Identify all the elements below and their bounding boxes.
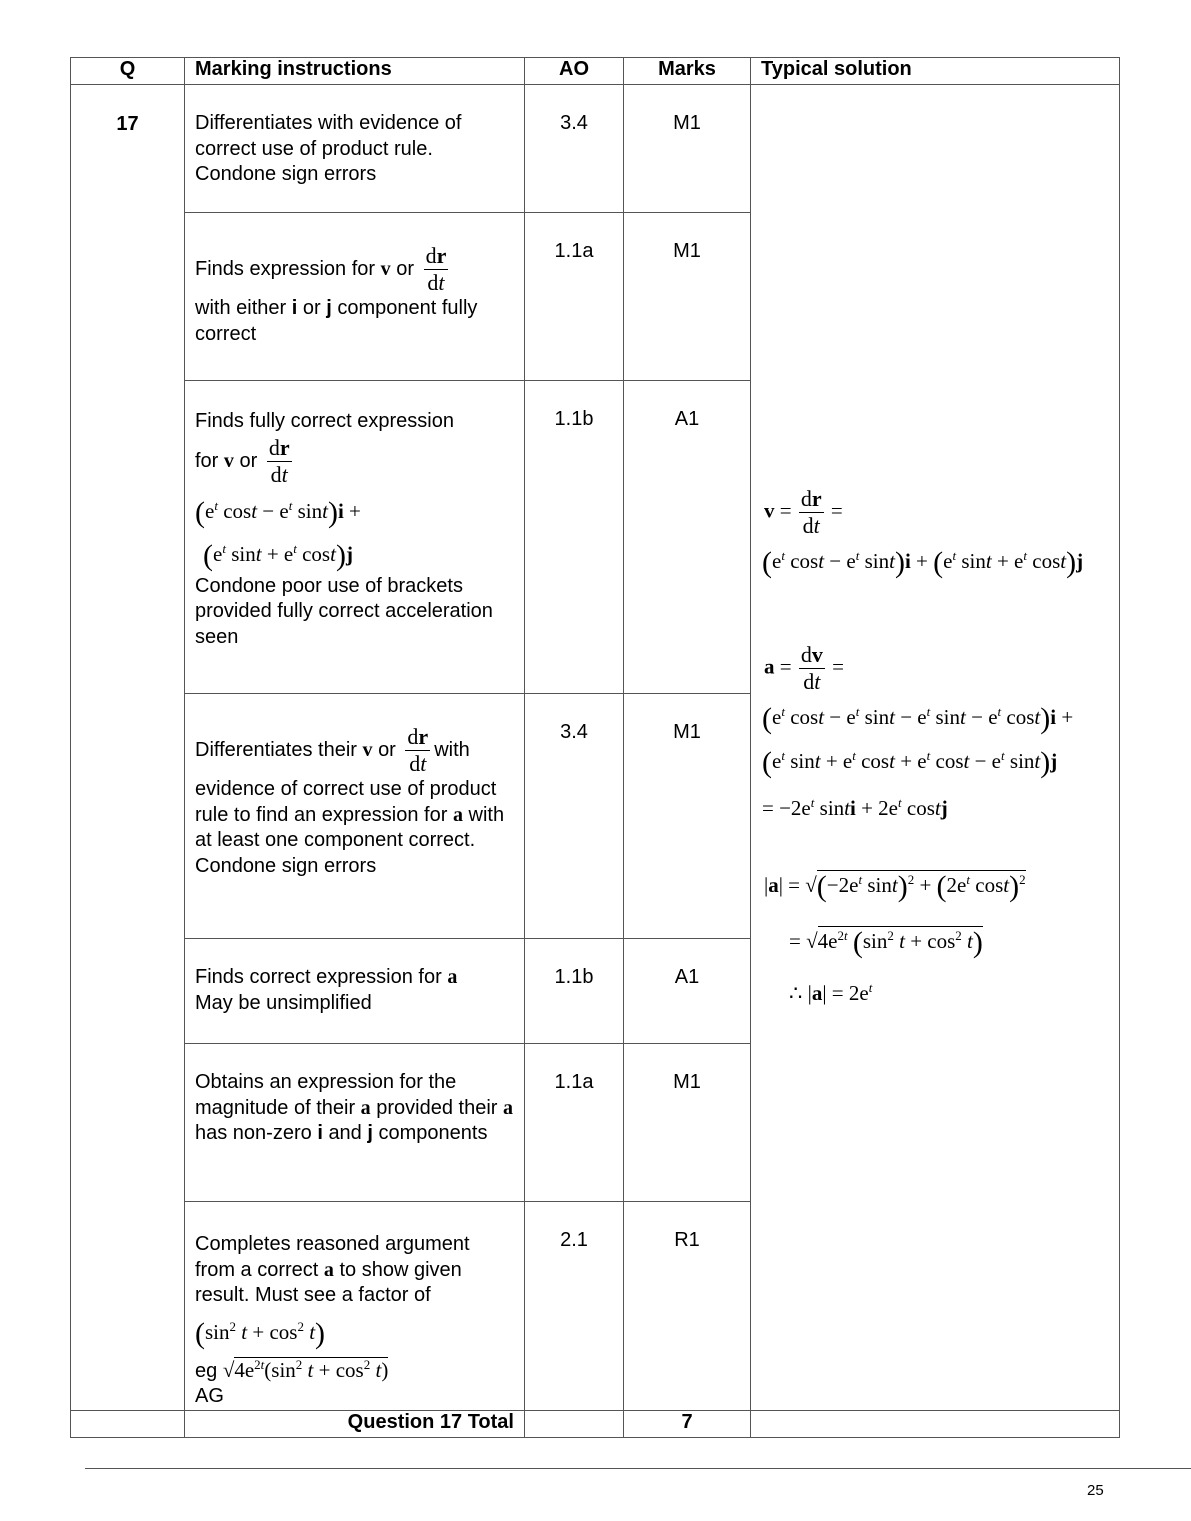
solution-v-expression: ($e^t$ $\cos t - e^t$ $\sin t)i + (e^t$ $\sin t + e^t$ cost)j	[762, 546, 1084, 579]
solution-a-definition: a = $\frac{dv}{dt}$ =	[764, 642, 844, 694]
ao-cell	[525, 1044, 624, 1202]
solution-a-j-component: ($e^t$ $\sin t + e^t$ $\cos t + e^t$ $\cos t - e^t$ sint)j	[762, 746, 1058, 779]
velocity-j-component: ($e^t$ $\sin t + e^t$ cost)j	[203, 538, 353, 572]
fraction-dr-dt: $\frac{dr}{dt}$	[407, 724, 429, 776]
marks-cell	[624, 939, 751, 1044]
mark-value: A1	[674, 966, 700, 988]
fraction-dr-dt: $\frac{dr}{dt}$	[425, 243, 447, 295]
mark-value: M1	[673, 112, 701, 134]
footer-divider	[85, 1468, 1191, 1469]
ao-value: 1.1a	[554, 1071, 594, 1093]
marks-cell	[624, 213, 751, 381]
header-row	[71, 58, 1120, 85]
ao-cell	[525, 1202, 624, 1411]
question-number: 17	[116, 113, 139, 135]
ao-value: 1.1b	[554, 966, 594, 988]
ao-value: 3.4	[560, 112, 588, 134]
total-label: Question 17 Total	[185, 1411, 525, 1438]
header-ao: AO	[525, 58, 624, 85]
ao-cell	[525, 939, 624, 1044]
marking-text: Obtains an expression for the magnitude of their a provided their a has non-zero i and j components	[195, 1071, 513, 1144]
factor-expression: ($\sin^2$ $t + \cos^2 t$)	[195, 1316, 326, 1350]
velocity-i-component: ($e^t$ $\cos t - e^t$ sint)i +	[195, 495, 361, 529]
marking-cell	[185, 1202, 525, 1411]
ao-cell	[525, 85, 624, 213]
marking-cell	[185, 694, 525, 939]
mark-value: R1	[674, 1229, 700, 1251]
marks-cell	[624, 85, 751, 213]
marking-text: Differentiates their v or $\frac{dr}{dt}$ with evidence of correct use of product rule to find an expression for a with at least one component correct. Condone sign errors	[195, 724, 505, 877]
marking-text: Differentiates with evidence of correct use of product rule. Condone sign errors	[195, 112, 462, 185]
mark-value: M1	[673, 1071, 701, 1093]
header-marks: Marks	[624, 58, 751, 85]
ao-value: 1.1b	[554, 408, 594, 430]
marking-cell	[185, 381, 525, 694]
example-expression: $√4e^{2t}(\sin^2$ $t + \cos^2 t$)	[222, 1356, 389, 1382]
solution-magnitude-factor: = $√4e^{2t}$ ($\sin^2$ $t + \cos^2 t$)	[789, 926, 983, 959]
ao-cell	[525, 381, 624, 694]
solution-a-i-component: ($e^t$ $\cos t - e^t$ $\sin t - e^t$ $\sin t - e^t$ cost)i +	[762, 702, 1074, 735]
solution-a-simplified: = $-2e^t$ sinti + $2e^t$ costj	[762, 795, 948, 820]
solution-magnitude: $|a| = √(-2e^t$ $\sin t)^2 + (2e^t$ cost)$^2$	[764, 870, 1026, 903]
ao-value: 2.1	[560, 1229, 588, 1251]
page-number: 25	[1087, 1482, 1104, 1499]
marking-cell	[185, 939, 525, 1044]
ao-cell	[525, 694, 624, 939]
mark-value: A1	[674, 408, 700, 430]
marking-cell	[185, 1044, 525, 1202]
total-row	[71, 1411, 1120, 1438]
marking-text: Finds fully correct expression for v or $\frac{dr}{dt}$ ($e^t$ $\cos t - e^t$ sint)i + ($e^t$ $\sin t + e^t$ cost)j Condone poor use of brackets provided fully correct acceleration seen	[185, 381, 524, 650]
fraction-dr-dt: $\frac{dr}{dt}$	[268, 434, 290, 487]
ao-value: 1.1a	[554, 240, 594, 262]
question-number-cell	[71, 85, 185, 1411]
ao-cell	[525, 213, 624, 381]
total-value: 7	[624, 1411, 751, 1438]
marks-cell	[624, 1202, 751, 1411]
marking-text: Finds correct expression for a May be unsimplified	[195, 966, 458, 1014]
header-marking: Marking instructions	[185, 58, 525, 85]
mark-value: M1	[673, 240, 701, 262]
marks-cell	[624, 381, 751, 694]
solution-v-definition: v = $\frac{dr}{dt}$ =	[764, 486, 843, 538]
table-row	[71, 85, 1120, 213]
mark-value: M1	[673, 721, 701, 743]
marking-cell	[185, 213, 525, 381]
marking-text: Finds expression for v or $\frac{dr}{dt}$ with either i or j component fully correct	[195, 243, 478, 345]
marking-text: Completes reasoned argument from a correct a to show given result. Must see a factor of ($\sin^2$ $t + \cos^2 t$) eg $√4e^{2t}(\sin^2$ $t + \cos^2 t$) AG	[185, 1202, 524, 1410]
header-solution: Typical solution	[751, 58, 1120, 85]
marks-cell	[624, 1044, 751, 1202]
header-q: Q	[71, 58, 185, 85]
ao-value: 3.4	[560, 721, 588, 743]
marks-cell	[624, 694, 751, 939]
marking-cell	[185, 85, 525, 213]
solution-result: ∴ $|a| = 2e^t$	[789, 980, 873, 1005]
